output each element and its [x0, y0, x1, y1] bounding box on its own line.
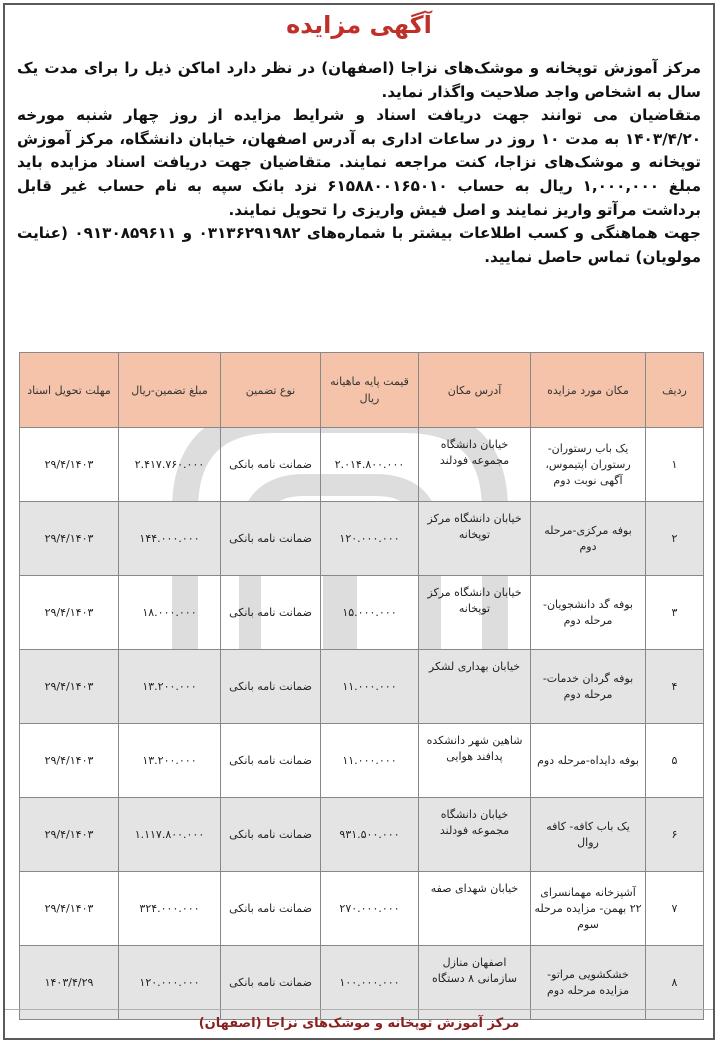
cell-row-number: ۳ — [646, 576, 704, 650]
cell-deadline: ۲۹/۴/۱۴۰۳ — [20, 428, 119, 502]
cell-deadline: ۲۹/۴/۱۴۰۳ — [20, 872, 119, 946]
cell-base-price: ۱۵.۰۰۰.۰۰۰ — [321, 576, 419, 650]
ad-frame — [3, 3, 715, 1040]
table-row — [20, 798, 704, 872]
header-address: آدرس مکان — [419, 353, 531, 428]
auction-table — [19, 352, 704, 1020]
cell-deadline: ۱۴۰۳/۴/۲۹ — [20, 946, 119, 1020]
cell-place: بوفه مرکزی-مرحله دوم — [531, 502, 646, 576]
header-place: مکان مورد مزایده — [531, 353, 646, 428]
ad-footer: مرکز آموزش توپخانه و موشک‌های نزاجا (اصفهان) — [5, 1009, 713, 1038]
cell-address: خیابان دانشگاه مجموعه فودلند — [419, 798, 531, 872]
cell-address: خیابان دانشگاه مرکز توپخانه — [419, 502, 531, 576]
cell-guarantee-type: ضمانت نامه بانکی — [221, 798, 321, 872]
cell-place: بوفه گد دانشجویان- مرحله دوم — [531, 576, 646, 650]
cell-guarantee-amount: ۱۳.۲۰۰.۰۰۰ — [119, 724, 221, 798]
table-row — [20, 576, 704, 650]
cell-address: اصفهان منازل سازمانی ۸ دستگاه — [419, 946, 531, 1020]
cell-deadline: ۲۹/۴/۱۴۰۳ — [20, 798, 119, 872]
cell-deadline: ۲۹/۴/۱۴۰۳ — [20, 724, 119, 798]
header-row-number: ردیف — [646, 353, 704, 428]
intro-paragraph-2: متقاضیان می توانند جهت دریافت اسناد و شرایط مزایده از روز چهار شنبه مورخه ۱۴۰۳/۴/۲۰ به مدت ۱۰ روز در ساعات اداری به آدرس اصفهان، خیابان دانشگاه، مرکز آموزش توپخانه و موشک‌های نزاجا، کنت مراجعه نمایند. متقاضیان جهت دریافت اسناد مزایده باید مبلغ ۱,۰۰۰,۰۰۰ ریال به حساب ۶۱۵۸۸۰۰۱۶۵۰۱۰ نزد بانک سپه به نام حساب غیر قابل برداشت مرآتو واریز نمایند و اصل فیش واریزی را تحویل نمایند. — [17, 106, 701, 219]
header-guarantee-amount: مبلغ تضمین-ریال — [119, 353, 221, 428]
cell-guarantee-type: ضمانت نامه بانکی — [221, 576, 321, 650]
cell-place: یک باب کافه- کافه روال — [531, 798, 646, 872]
cell-address: خیابان بهداری لشکر — [419, 650, 531, 724]
cell-guarantee-amount: ۱۲۰.۰۰۰.۰۰۰ — [119, 946, 221, 1020]
cell-guarantee-type: ضمانت نامه بانکی — [221, 872, 321, 946]
cell-place: خشکشویی مراتو- مزایده مرحله دوم — [531, 946, 646, 1020]
cell-row-number: ۵ — [646, 724, 704, 798]
header-guarantee-type: نوع تضمین — [221, 353, 321, 428]
cell-base-price: ۱۰۰.۰۰۰.۰۰۰ — [321, 946, 419, 1020]
cell-place: آشپزخانه مهمانسرای ۲۲ بهمن- مزایده مرحله سوم — [531, 872, 646, 946]
cell-guarantee-type: ضمانت نامه بانکی — [221, 946, 321, 1020]
header-deadline: مهلت تحویل اسناد — [20, 353, 119, 428]
cell-guarantee-amount: ۲.۴۱۷.۷۶۰.۰۰۰ — [119, 428, 221, 502]
cell-deadline: ۲۹/۴/۱۴۰۳ — [20, 576, 119, 650]
table-row — [20, 502, 704, 576]
cell-base-price: ۲۷۰.۰۰۰.۰۰۰ — [321, 872, 419, 946]
cell-deadline: ۲۹/۴/۱۴۰۳ — [20, 502, 119, 576]
cell-base-price: ۱۱.۰۰۰.۰۰۰ — [321, 650, 419, 724]
cell-place: یک باب رستوران- رستوران اپتیموس، آگهی نوبت دوم — [531, 428, 646, 502]
table-row — [20, 428, 704, 502]
cell-place: بوفه دایداه-مرحله دوم — [531, 724, 646, 798]
cell-address: خیابان دانشگاه مجموعه فودلند — [419, 428, 531, 502]
ad-title: آگهی مزایده — [286, 11, 432, 39]
cell-address: خیابان دانشگاه مرکز توپخانه — [419, 576, 531, 650]
table-row — [20, 724, 704, 798]
cell-place: بوفه گردان خدمات- مرحله دوم — [531, 650, 646, 724]
cell-guarantee-amount: ۱۳.۲۰۰.۰۰۰ — [119, 650, 221, 724]
cell-guarantee-amount: ۱۴۴.۰۰۰.۰۰۰ — [119, 502, 221, 576]
cell-guarantee-type: ضمانت نامه بانکی — [221, 428, 321, 502]
cell-row-number: ۶ — [646, 798, 704, 872]
cell-deadline: ۲۹/۴/۱۴۰۳ — [20, 650, 119, 724]
cell-address: شاهین شهر دانشکده پدافند هوایی — [419, 724, 531, 798]
intro-paragraph-1: مرکز آموزش توپخانه و موشک‌های نزاجا (اصفهان) در نظر دارد اماکن ذیل را برای مدت یک سال به اشخاص واجد صلاحیت واگذار نماید. — [17, 59, 701, 101]
cell-guarantee-amount: ۱۸.۰۰۰.۰۰۰ — [119, 576, 221, 650]
ad-intro — [17, 57, 701, 269]
cell-row-number: ۷ — [646, 872, 704, 946]
cell-row-number: ۴ — [646, 650, 704, 724]
cell-guarantee-type: ضمانت نامه بانکی — [221, 502, 321, 576]
cell-base-price: ۹۳۱.۵۰۰.۰۰۰ — [321, 798, 419, 872]
cell-base-price: ۲.۰۱۴.۸۰۰.۰۰۰ — [321, 428, 419, 502]
cell-guarantee-amount: ۳۲۴.۰۰۰.۰۰۰ — [119, 872, 221, 946]
cell-row-number: ۱ — [646, 428, 704, 502]
cell-address: خیابان شهدای صفه — [419, 872, 531, 946]
cell-row-number: ۲ — [646, 502, 704, 576]
cell-row-number: ۸ — [646, 946, 704, 1020]
cell-guarantee-type: ضمانت نامه بانکی — [221, 724, 321, 798]
cell-base-price: ۱۱.۰۰۰.۰۰۰ — [321, 724, 419, 798]
header-base-price: قیمت پایه ماهیانه ریال — [321, 353, 419, 428]
table-header-row — [20, 353, 704, 428]
cell-guarantee-type: ضمانت نامه بانکی — [221, 650, 321, 724]
cell-guarantee-amount: ۱.۱۱۷.۸۰۰.۰۰۰ — [119, 798, 221, 872]
cell-base-price: ۱۲۰.۰۰۰.۰۰۰ — [321, 502, 419, 576]
table-row — [20, 650, 704, 724]
intro-paragraph-3: جهت هماهنگی و کسب اطلاعات بیشتر با شماره‌های ۰۳۱۳۶۲۹۱۹۸۲ و ۰۹۱۳۰۸۵۹۶۱۱ (عنایت مولویان) تماس حاصل نمایید. — [17, 224, 702, 266]
table-row — [20, 872, 704, 946]
